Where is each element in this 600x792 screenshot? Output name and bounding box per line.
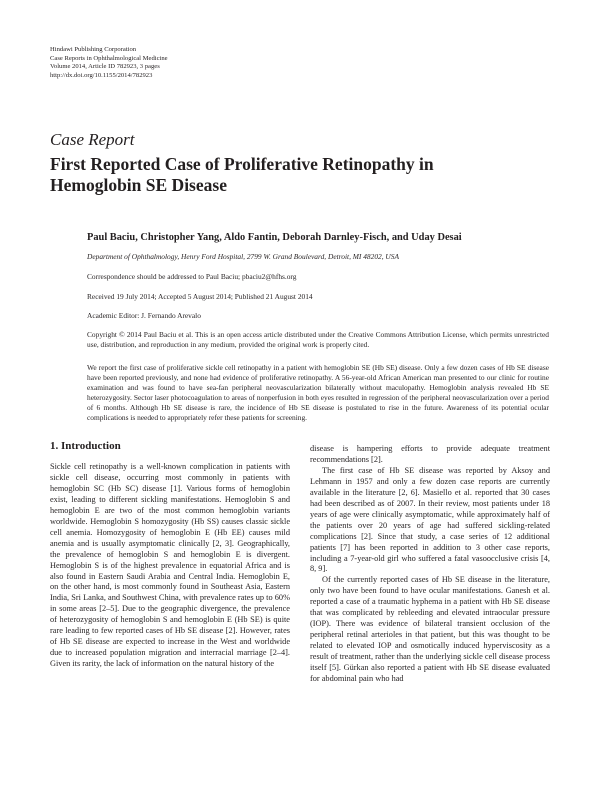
left-column: [50, 440, 290, 670]
copyright-notice: Copyright © 2014 Paul Baciu et al. This is an open access article distributed under the Creative Commons Attribution License, which permits unrestricted use, distribution, and reproduction in any medium, provided the original work is properly cited.: [87, 330, 549, 349]
right-column: [310, 444, 550, 685]
author-list: Paul Baciu, Christopher Yang, Aldo Fantin, Deborah Darnley-Fisch, and Uday Desai: [87, 232, 462, 243]
volume-info: Volume 2014, Article ID 782923, 3 pages: [50, 63, 160, 71]
section-heading: 1. Introduction: [50, 440, 121, 452]
affiliation: Department of Ophthalmology, Henry Ford Hospital, 2799 W. Grand Boulevard, Detroit, MI 48202, USA: [87, 252, 399, 261]
journal-name: Case Reports in Ophthalmological Medicine: [50, 54, 168, 62]
academic-editor: Academic Editor: J. Fernando Arevalo: [87, 311, 201, 320]
abstract: We report the first case of proliferative sickle cell retinopathy in a patient with hemoglobin SE (Hb SE) disease. Only a few dozen cases of Hb SE disease have been reported previously, and none had evidence of proliferative retinopathy. A 56-year-old African American man presented to our clinic for routine examination and was found to have sea-fan peripheral neovascularization bilaterally without maculopathy. Hemoglobin analysis revealed Hb SE heterozygosity. Sector laser photocoagulation to areas of nonperfusion in both eyes resulted in regression of the peripheral neovascularization over a period of 6 months. Although Hb SE disease is rare, the incidence of Hb SE disease is postulated to rise in the future. Awareness of its potential ocular complications is needed to appropriately refer these patients for screening.: [87, 363, 549, 423]
report-type: Case Report: [50, 130, 135, 149]
doi-link[interactable]: http://dx.doi.org/10.1155/2014/782923: [50, 71, 153, 79]
paper-title: First Reported Case of Proliferative Retinopathy in Hemoglobin SE Disease: [50, 154, 434, 195]
body-paragraph: disease is hampering efforts to provide adequate treatment recommendations [2].: [310, 444, 550, 464]
publisher-name: Hindawi Publishing Corporation: [50, 46, 137, 53]
correspondence: Correspondence should be addressed to Paul Baciu; pbaciu2@hfhs.org: [87, 272, 297, 281]
journal-header: [50, 46, 168, 80]
body-paragraph: The first case of Hb SE disease was reported by Aksoy and Lehmann in 1957 and only a few dozen case reports are currently available in the literature [2, 6]. Masiello et al. reported that 30 cases had been described as of 2007. In their review, most patients under 18 years of age were clinically asymptomatic, while approximately half of the patients over 20 years of age had suffered sickling-related complications [2]. Since that study, a case series of 12 additional patients [7] has been reported in addition to 3 other case reports, including a 7-year-old girl who suffered a fatal vasoocclusive crisis [4, 8, 9].: [310, 465, 550, 574]
body-paragraph: Sickle cell retinopathy is a well-known complication in patients with sickle cell disease, occurring most commonly in patients with hemoglobin SC (Hb SC) disease [1]. Various forms of hemoglobin exist, leading to different sickling manifestations. Hemoglobin S and hemoglobin E are two of the most common hemoglobin variants worldwide. Hemoglobin S homozygosity (Hb SS) causes classic sickle cell anemia. Homozygosity of hemoglobin E (Hb EE) causes mild anemia and is usually asymptomatic clinically [2, 3]. Geographically, the prevalence of hemoglobin S and hemoglobin E is divergent. Hemoglobin S is of the highest prevalence in equatorial Africa and is also found in Eastern Saudi Arabia and Central India. Hemoglobin E, on the other hand, is most commonly found in Southeast Asia, Eastern India, Sri Lanka, and Southwest China, with prevalence rates up to 60% in some areas [2–5]. Due to the geographic divergence, the prevalence of heterozygosity of hemoglobin S and hemoglobin E (Hb SE) is quite rare leading to few reported cases of Hb SE disease [2]. However, rates of Hb SE disease are expected to increase in the West and worldwide due to increased population migration and interracial marriage [2–4]. Given its rarity, the lack of information on the natural history of the: [50, 462, 290, 669]
publication-dates: Received 19 July 2014; Accepted 5 August 2014; Published 21 August 2014: [87, 292, 313, 301]
body-paragraph: Of the currently reported cases of Hb SE disease in the literature, only two have been found to have ocular manifestations. Ganesh et al. reported a case of a traumatic hyphema in a patient with Hb SE disease that was complicated by rebleeding and elevated intraocular pressure (IOP). There was evidence of bilateral transient occlusion of the peripheral retinal arterioles in that patient, but this was thought to be related to elevated IOP and osmotically induced hyperviscosity as a result of treatment, rather than the underlying sickle cell disease process itself [5]. Gürkan also reported a patient with Hb SE disease evaluated for abdominal pain who had: [310, 575, 550, 684]
